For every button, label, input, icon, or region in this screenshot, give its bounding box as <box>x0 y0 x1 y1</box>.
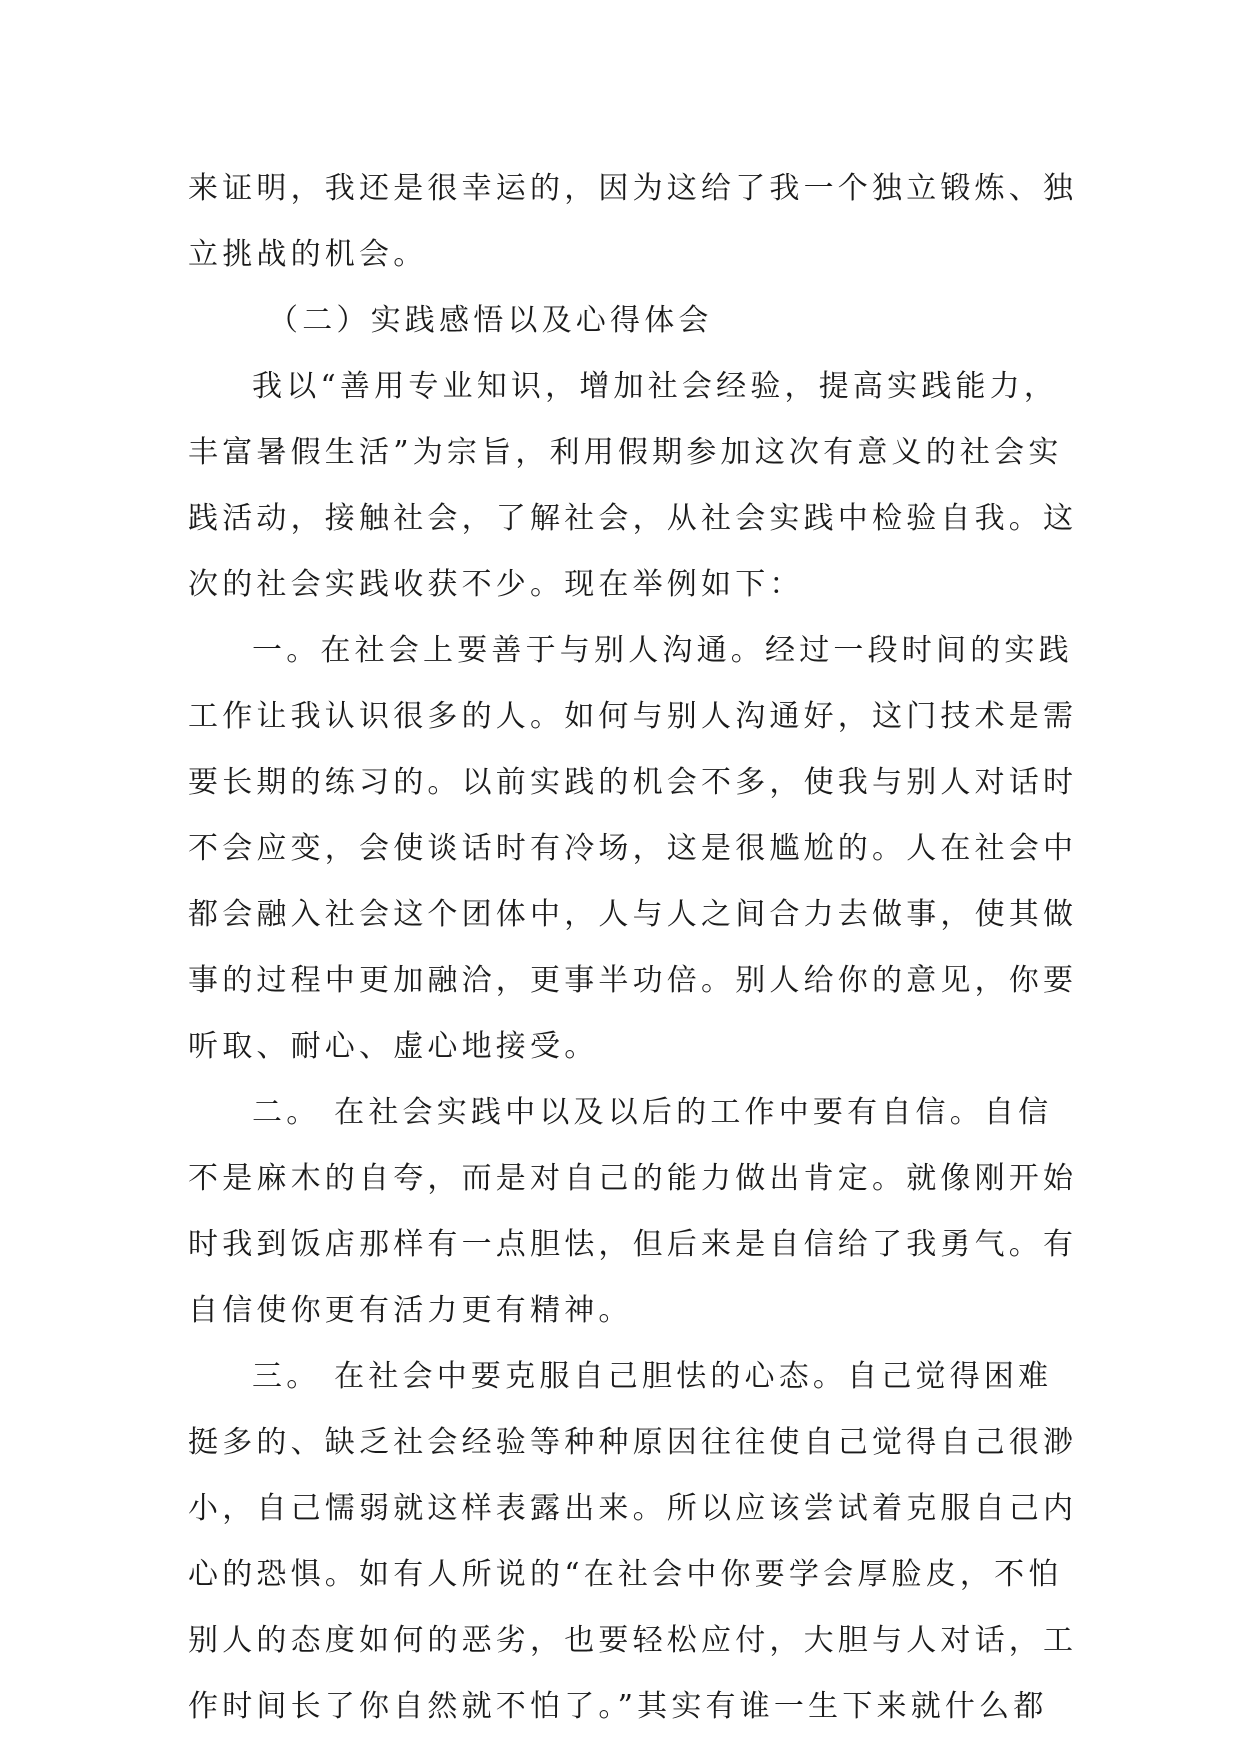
text-line: 听取、耐心、虚心地接受。 <box>188 1029 599 1064</box>
text-line: 二。 在社会实践中以及以后的工作中要有自信。自信 <box>252 1095 1053 1130</box>
text-line: 要长期的练习的。以前实践的机会不多，使我与别人对话时 <box>188 765 1078 800</box>
text-line: 次的社会实践收获不少。现在举例如下： <box>188 567 804 602</box>
text-line: 都会融入社会这个团体中，人与人之间合力去做事，使其做 <box>188 897 1078 932</box>
text-line: 丰富暑假生活”为宗旨，利用假期参加这次有意义的社会实 <box>188 435 1063 470</box>
text-line: 小，自己懦弱就这样表露出来。所以应该尝试着克服自己内 <box>188 1491 1078 1526</box>
text-line: 自信使你更有活力更有精神。 <box>188 1293 633 1328</box>
text-line: 来证明，我还是很幸运的，因为这给了我一个独立锻炼、独 <box>188 171 1078 206</box>
text-line: 一。在社会上要善于与别人沟通。经过一段时间的实践 <box>252 633 1073 668</box>
document-body <box>188 156 1078 1740</box>
text-line: 事的过程中更加融洽，更事半功倍。别人给你的意见，你要 <box>188 963 1078 998</box>
text-line: 不是麻木的自夸，而是对自己的能力做出肯定。就像刚开始 <box>188 1161 1078 1196</box>
text-line: 时我到饭店那样有一点胆怯，但后来是自信给了我勇气。有 <box>188 1227 1078 1262</box>
text-line: 别人的态度如何的恶劣，也要轻松应付，大胆与人对话，工 <box>188 1623 1078 1658</box>
text-line: 工作让我认识很多的人。如何与别人沟通好，这门技术是需 <box>188 699 1078 734</box>
text-line: 挺多的、缺乏社会经验等种种原因往往使自己觉得自己很渺 <box>188 1425 1078 1460</box>
text-line: 作时间长了你自然就不怕了。”其实有谁一生下来就什么都 <box>188 1689 1048 1724</box>
section-heading: （二）实践感悟以及心得体会 <box>268 303 713 338</box>
text-line: 立挑战的机会。 <box>188 237 428 272</box>
text-line: 践活动，接触社会，了解社会，从社会实践中检验自我。这 <box>188 501 1078 536</box>
text-line: 三。 在社会中要克服自己胆怯的心态。自己觉得困难 <box>252 1359 1053 1394</box>
text-line: 我以“善用专业知识，增加社会经验，提高实践能力， <box>252 369 1059 404</box>
text-line: 心的恐惧。如有人所说的“在社会中你要学会厚脸皮，不怕 <box>188 1557 1063 1592</box>
text-line: 不会应变，会使谈话时有冷场，这是很尴尬的。人在社会中 <box>188 831 1078 866</box>
